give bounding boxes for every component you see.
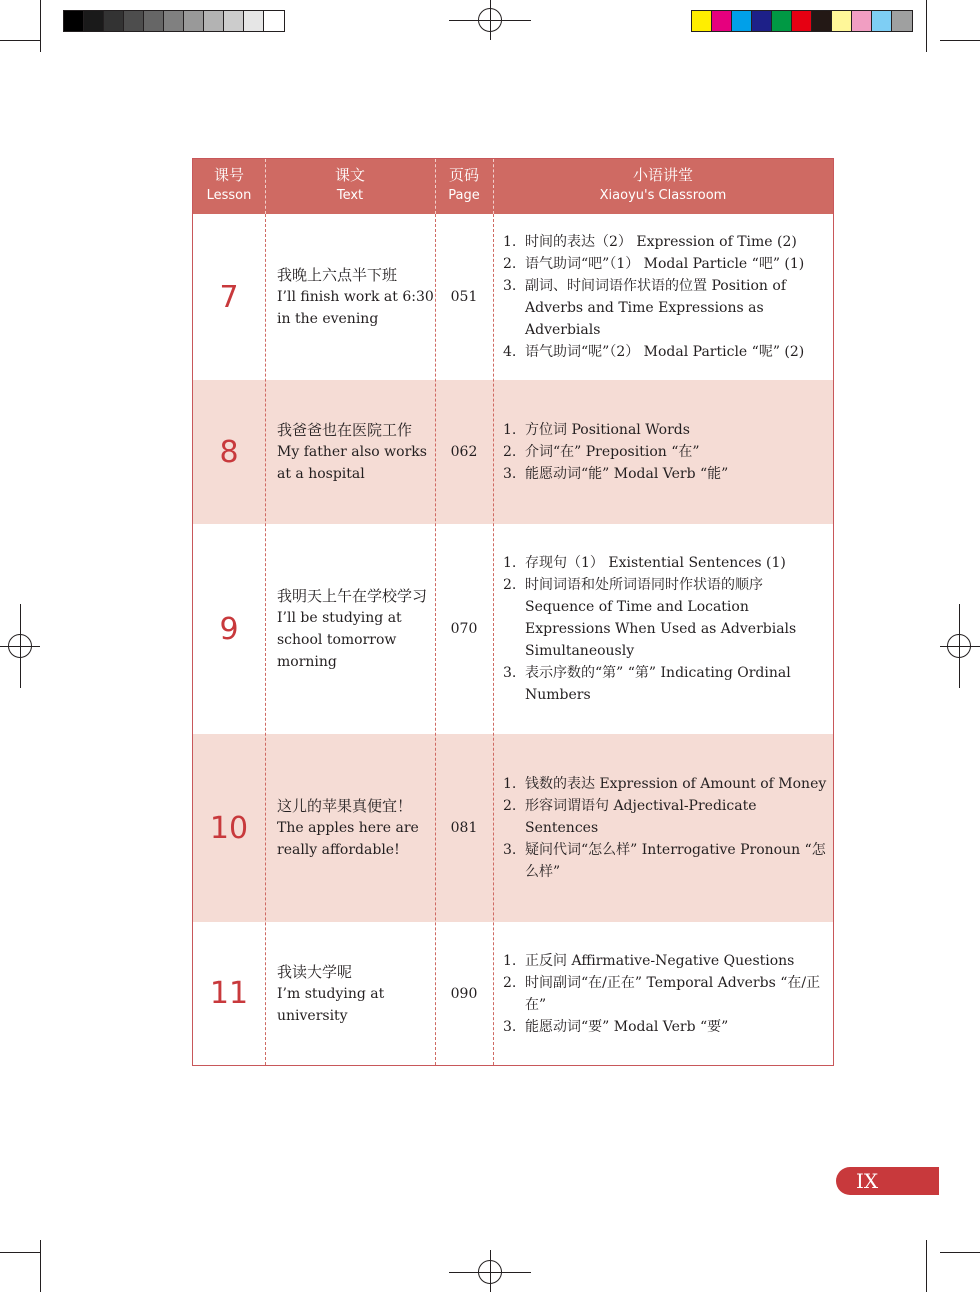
color-swatch bbox=[204, 11, 224, 31]
list-item-number: 3. bbox=[503, 466, 517, 482]
lesson-text bbox=[277, 524, 437, 734]
classroom-notes bbox=[503, 922, 827, 1065]
classroom-notes bbox=[503, 734, 827, 922]
list-item-number: 2. bbox=[503, 444, 517, 460]
color-swatch bbox=[872, 11, 892, 31]
list-item-text: 语气助词“呢”（2） Modal Particle “呢” (2) bbox=[525, 344, 805, 360]
header-page-zh: 页码 bbox=[448, 166, 479, 184]
color-swatch bbox=[264, 11, 284, 31]
table-row bbox=[193, 524, 833, 734]
table-row bbox=[193, 380, 833, 524]
list-item bbox=[503, 341, 827, 363]
list-item-text: 正反问 Affirmative-Negative Questions bbox=[525, 952, 795, 969]
list-item bbox=[503, 419, 827, 441]
color-swatch bbox=[144, 11, 164, 31]
header-page bbox=[435, 159, 493, 214]
process-color-bar bbox=[691, 10, 913, 32]
list-item-text: 时间词语和处所词语同时作状语的顺序 Sequence of Time and Location Expressions When Used as Adverbials Simultaneously bbox=[525, 577, 797, 659]
lesson-title-en[interactable]: My father also works at a hospital bbox=[277, 444, 427, 482]
lesson-title-en[interactable]: I’m studying at university bbox=[277, 985, 385, 1024]
color-swatch bbox=[244, 11, 264, 31]
header-classroom bbox=[493, 159, 833, 214]
list-item bbox=[503, 574, 827, 662]
classroom-notes bbox=[503, 524, 827, 734]
lesson-title-zh[interactable]: 我爸爸也在医院工作 bbox=[277, 421, 413, 439]
color-swatch bbox=[732, 11, 752, 31]
list-item bbox=[503, 950, 827, 972]
list-item-number: 2. bbox=[503, 798, 517, 814]
list-item bbox=[503, 253, 827, 275]
list-item-text: 能愿动词“能” Modal Verb “能” bbox=[525, 466, 729, 482]
column-divider bbox=[493, 214, 494, 1065]
color-swatch bbox=[792, 11, 812, 31]
lesson-number: 7 bbox=[219, 279, 239, 315]
list-item-number: 1. bbox=[503, 776, 517, 792]
color-swatch bbox=[164, 11, 184, 31]
page-reference: 070 bbox=[450, 621, 478, 637]
color-swatch bbox=[64, 11, 84, 31]
header-lesson-en: Lesson bbox=[206, 188, 252, 203]
header-divider bbox=[265, 159, 266, 214]
list-item bbox=[503, 463, 827, 485]
lesson-text bbox=[277, 380, 437, 524]
lesson-title-zh[interactable]: 这儿的苹果真便宜！ bbox=[277, 797, 413, 815]
list-item-text: 疑问代词“怎么样” Interrogative Pronoun “怎么样” bbox=[525, 842, 826, 880]
list-item-number: 3. bbox=[503, 665, 517, 681]
lesson-text bbox=[277, 922, 437, 1065]
list-item-text: 副词、时间词语作状语的位置 Position of Adverbs and Time Expressions as Adverbials bbox=[525, 278, 787, 338]
lesson-number: 11 bbox=[209, 976, 249, 1011]
lesson-title-en[interactable]: I’ll be studying at school tomorrow morning bbox=[277, 610, 402, 670]
list-item-text: 钱数的表达 Expression of Amount of Money bbox=[525, 776, 827, 792]
header-page-en: Page bbox=[448, 188, 480, 203]
header-lesson-zh: 课号 bbox=[213, 166, 244, 184]
lesson-title-en[interactable]: The apples here are really affordable! bbox=[277, 820, 419, 858]
list-item-number: 3. bbox=[503, 1018, 517, 1035]
table-header bbox=[193, 159, 833, 214]
list-item-number: 2. bbox=[503, 256, 517, 272]
lesson-number: 9 bbox=[219, 611, 239, 647]
list-item-text: 介词“在” Preposition “在” bbox=[525, 444, 700, 460]
list-item-number: 2. bbox=[503, 577, 517, 593]
list-item bbox=[503, 441, 827, 463]
list-item-text: 时间副词“在/正在” Temporal Adverbs “在/正在” bbox=[525, 974, 821, 1013]
classroom-notes bbox=[503, 380, 827, 524]
color-swatch bbox=[184, 11, 204, 31]
color-swatch bbox=[692, 11, 712, 31]
header-divider bbox=[493, 159, 494, 214]
header-classroom-en: Xiaoyu's Classroom bbox=[599, 188, 727, 203]
table-row bbox=[193, 922, 833, 1065]
lesson-table bbox=[192, 158, 834, 1066]
list-item-text: 方位词 Positional Words bbox=[525, 422, 690, 438]
list-item bbox=[503, 795, 827, 839]
header-divider bbox=[435, 159, 436, 214]
page-reference: 051 bbox=[450, 289, 478, 305]
color-swatch bbox=[84, 11, 104, 31]
classroom-notes bbox=[503, 214, 827, 380]
color-swatch bbox=[712, 11, 732, 31]
list-item-number: 1. bbox=[503, 234, 517, 250]
color-swatch bbox=[892, 11, 912, 31]
grayscale-color-bar bbox=[63, 10, 285, 32]
list-item-number: 4. bbox=[503, 344, 517, 360]
list-item bbox=[503, 662, 827, 706]
list-item-number: 3. bbox=[503, 278, 517, 294]
page-reference: 090 bbox=[450, 985, 478, 1002]
list-item-text: 形容词谓语句 Adjectival-Predicate Sentences bbox=[525, 798, 757, 836]
list-item-number: 1. bbox=[503, 422, 517, 438]
list-item bbox=[503, 773, 827, 795]
list-item bbox=[503, 839, 827, 883]
color-swatch bbox=[104, 11, 124, 31]
list-item-number: 2. bbox=[503, 974, 517, 991]
list-item bbox=[503, 1016, 827, 1038]
list-item-number: 1. bbox=[503, 952, 517, 969]
header-text-en: Text bbox=[336, 188, 364, 203]
list-item bbox=[503, 552, 827, 574]
lesson-number: 8 bbox=[219, 434, 239, 470]
lesson-title-en[interactable]: I’ll finish work at 6:30 in the evening bbox=[277, 289, 434, 327]
list-item bbox=[503, 972, 827, 1016]
list-item bbox=[503, 231, 827, 253]
list-item-text: 语气助词“吧”（1） Modal Particle “吧” (1) bbox=[525, 256, 805, 272]
lesson-text bbox=[277, 214, 437, 380]
column-divider bbox=[265, 214, 266, 1065]
list-item-text: 能愿动词“要” Modal Verb “要” bbox=[525, 1018, 729, 1035]
color-swatch bbox=[124, 11, 144, 31]
lesson-title-zh[interactable]: 我晚上六点半下班 bbox=[277, 266, 398, 284]
table-row bbox=[193, 214, 833, 380]
color-swatch bbox=[772, 11, 792, 31]
color-swatch bbox=[752, 11, 772, 31]
page-number: IX bbox=[836, 1167, 939, 1195]
list-item bbox=[503, 275, 827, 341]
lesson-number: 10 bbox=[209, 810, 249, 846]
header-text bbox=[265, 159, 435, 214]
column-divider bbox=[435, 214, 436, 1065]
color-swatch bbox=[224, 11, 244, 31]
list-item-text: 表示序数的“第” “第” Indicating Ordinal Numbers bbox=[525, 665, 791, 703]
color-swatch bbox=[812, 11, 832, 31]
list-item-text: 时间的表达（2） Expression of Time (2) bbox=[525, 234, 797, 250]
header-classroom-zh: 小语讲堂 bbox=[632, 166, 693, 184]
color-swatch bbox=[852, 11, 872, 31]
color-swatch bbox=[832, 11, 852, 31]
page-reference: 081 bbox=[450, 820, 478, 836]
lesson-text bbox=[277, 734, 437, 922]
header-lesson bbox=[193, 159, 265, 214]
lesson-title-zh[interactable]: 我明天上午在学校学习 bbox=[277, 587, 428, 605]
list-item-number: 3. bbox=[503, 842, 517, 858]
table-row bbox=[193, 734, 833, 922]
page-reference: 062 bbox=[450, 444, 478, 460]
list-item-text: 存现句（1） Existential Sentences (1) bbox=[525, 555, 786, 571]
lesson-title-zh[interactable]: 我读大学呢 bbox=[277, 962, 353, 981]
header-text-zh: 课文 bbox=[334, 166, 365, 184]
list-item-number: 1. bbox=[503, 555, 517, 571]
